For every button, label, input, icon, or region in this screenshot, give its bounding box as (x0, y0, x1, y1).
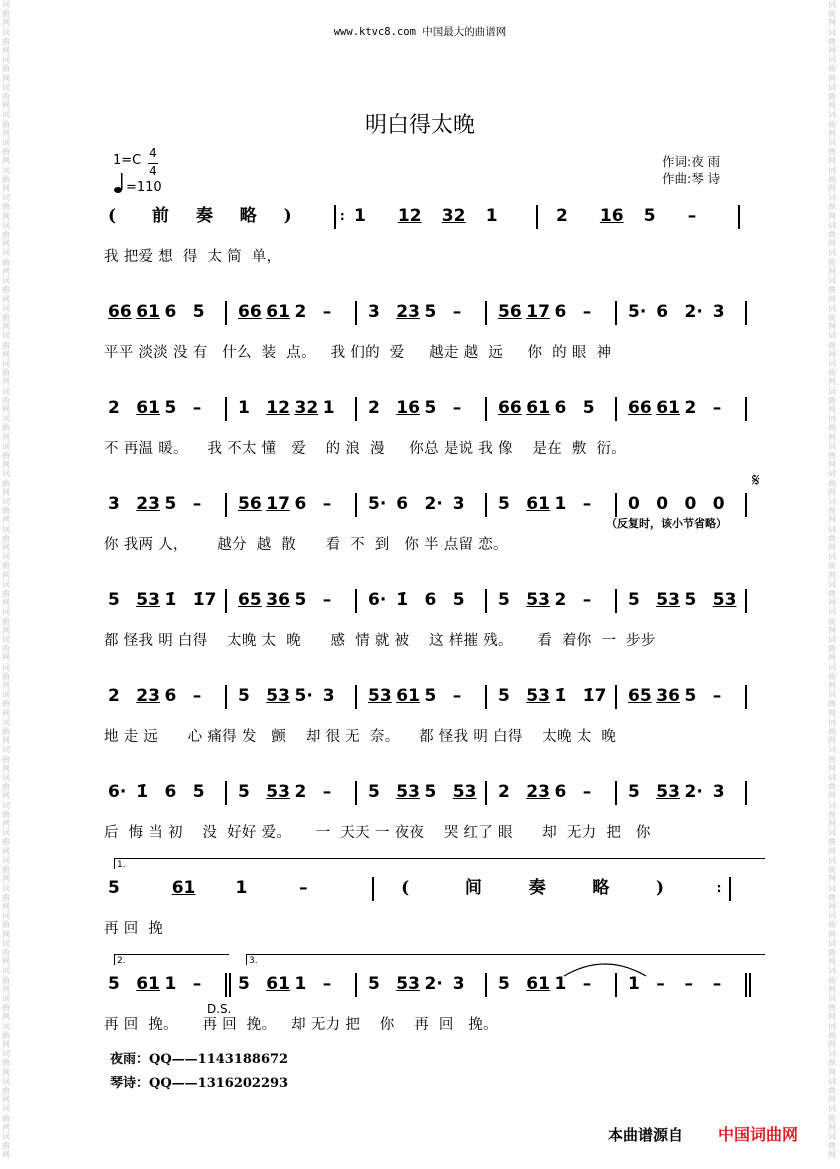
note: 3 (322, 686, 335, 706)
phrase-token: ( (108, 206, 117, 226)
note: 1 (353, 206, 366, 226)
phrase-token: ) (283, 206, 292, 226)
barline (485, 973, 487, 997)
note: 5 (684, 686, 697, 706)
watermark-right: 词曲网词曲网词曲网词曲网词曲网词曲网词曲网词曲网词曲网词曲网词曲网词曲网词曲网词曲网词曲网词曲网词曲网词曲网词曲网词曲网词曲网词曲网词曲网词曲网词曲网词曲网词曲网词曲网词曲网词曲网词曲网词曲网词曲网词曲网词曲网词曲网词曲网词曲网词曲网词曲网词曲网词曲网 (828, 0, 836, 1160)
note: – (582, 302, 592, 322)
note: 3 (712, 302, 725, 322)
barline (355, 493, 357, 517)
phrase-token: 略 (239, 206, 257, 226)
watermark-left: 词曲网词曲网词曲网词曲网词曲网词曲网词曲网词曲网词曲网词曲网词曲网词曲网词曲网词曲网词曲网词曲网词曲网词曲网词曲网词曲网词曲网词曲网词曲网词曲网词曲网词曲网词曲网词曲网词曲网词曲网词曲网词曲网词曲网词曲网词曲网词曲网词曲网词曲网词曲网词曲网词曲网词曲网 (2, 0, 10, 1160)
note: 3 (368, 302, 380, 322)
barline (225, 397, 227, 421)
note: 53 (526, 590, 550, 610)
meter-top: 4 (149, 146, 157, 160)
barline (615, 493, 617, 517)
tie-arc (560, 958, 650, 978)
note: 6· (108, 782, 127, 802)
note: 2 (108, 686, 120, 706)
note: 61 (136, 974, 160, 994)
note: 66 (108, 302, 132, 322)
note: 6 (294, 494, 307, 514)
note: 5 (424, 398, 437, 418)
note: 3 (452, 974, 465, 994)
note: 3 (108, 494, 120, 514)
footer-brand-link[interactable]: 中国词曲网 (718, 1125, 799, 1144)
note: – (712, 398, 722, 418)
volta-3-label: 3. (249, 956, 258, 966)
note: 23 (396, 302, 420, 322)
volta-1 (114, 858, 765, 869)
note: 5 (108, 878, 120, 898)
volta-2-label: 2. (117, 956, 126, 966)
note: 0 (656, 494, 669, 514)
barline (745, 589, 747, 613)
note: 53 (712, 590, 737, 610)
note: 2· (684, 302, 703, 322)
note: 6 (396, 494, 409, 514)
note: 5 (628, 590, 640, 610)
score-row (104, 393, 764, 423)
barline (615, 589, 617, 613)
note: 5 (192, 782, 205, 802)
note: 5 (108, 974, 120, 994)
note: 65 (628, 686, 652, 706)
note: 2· (424, 494, 443, 514)
note: 1̇ (396, 590, 409, 610)
note: – (582, 590, 592, 610)
barline (355, 781, 357, 805)
note: – (192, 686, 202, 706)
note: – (322, 494, 332, 514)
note: 1 (628, 974, 640, 994)
note: 3 (452, 494, 465, 514)
barline (745, 973, 747, 997)
note: 5· (368, 494, 387, 514)
barline (485, 685, 487, 709)
note: 5 (368, 782, 380, 802)
phrase-token: 间 (464, 878, 482, 898)
barline (745, 301, 747, 325)
note: 6· (368, 590, 387, 610)
note: 56 (498, 302, 522, 322)
phrase-token: 奏 (528, 878, 546, 898)
note: 6 (656, 302, 669, 322)
note: 5 (164, 398, 177, 418)
note: 1 (554, 974, 567, 994)
meter-bottom: 4 (149, 164, 157, 178)
quarter-note-icon (113, 172, 125, 194)
volta-1-label: 1. (117, 860, 126, 870)
barline (485, 493, 487, 517)
note: 2 (108, 398, 120, 418)
score-row (104, 777, 764, 807)
note: – (322, 590, 332, 610)
note: 16 (396, 398, 420, 418)
note: 17 (526, 302, 550, 322)
note: 16 (599, 206, 624, 226)
barline (745, 685, 747, 709)
note: 2 (498, 782, 510, 802)
note: 3 (712, 782, 725, 802)
note: 5 (452, 590, 465, 610)
note: 1̇ (136, 782, 149, 802)
note: 66 (238, 302, 262, 322)
note: 6 (164, 686, 177, 706)
note: 66 (498, 398, 522, 418)
note: 53 (136, 590, 160, 610)
note: 5 (628, 782, 640, 802)
score-row (104, 969, 764, 999)
volta-2 (114, 954, 229, 965)
note: 61 (526, 494, 550, 514)
note: – (684, 974, 694, 994)
note: 53 (656, 782, 680, 802)
lyric-line: 不 再温 暖。 我 不太 懂 爱 的 浪 漫 你总 是说 我 像 是在 敷 衍。 (104, 441, 627, 457)
barline (536, 205, 538, 229)
note: 56 (238, 494, 262, 514)
note: 61 (526, 398, 550, 418)
note: 5 (368, 974, 380, 994)
note: 61 (266, 302, 290, 322)
note: – (322, 302, 332, 322)
page-title: 明白得太晚 (364, 113, 475, 138)
lyric-line: 都 怪我 明 白得 太晚 太 晚 感 情 就 被 这 样摧 残。 看 着你 一 步步 (104, 633, 656, 649)
note: 2 (294, 782, 307, 802)
note: 5 (424, 782, 437, 802)
note: 2· (684, 782, 703, 802)
note: 23 (136, 494, 160, 514)
barline (334, 205, 336, 229)
note: 5 (498, 686, 510, 706)
note: 61 (656, 398, 680, 418)
note: 6 (164, 782, 177, 802)
barline (485, 301, 487, 325)
barline (745, 397, 747, 421)
dal-segno: D.S. (207, 1002, 232, 1016)
tempo: =110 (126, 180, 162, 195)
note: 6 (554, 302, 567, 322)
barline (615, 397, 617, 421)
note: – (192, 398, 202, 418)
barline (372, 877, 374, 901)
note: – (452, 398, 462, 418)
note: 65 (238, 590, 262, 610)
note: – (582, 782, 592, 802)
note: 5 (238, 974, 250, 994)
phrase-token: ( (401, 878, 410, 898)
note: 1 (164, 974, 177, 994)
phrase-token: 奏 (195, 206, 213, 226)
note: 6 (554, 782, 567, 802)
note: 1̇7 (582, 686, 607, 706)
note: 53 (526, 686, 550, 706)
barline (225, 301, 227, 325)
note: 5 (424, 302, 437, 322)
note: 53 (656, 590, 680, 610)
score-row (104, 873, 764, 903)
barline (225, 685, 227, 709)
note: 5 (424, 686, 437, 706)
note: 5 (238, 782, 250, 802)
note: 2 (294, 302, 307, 322)
note: 1 (238, 398, 250, 418)
barline (615, 781, 617, 805)
note: – (656, 974, 665, 994)
segno-icon: 𝄋 (752, 470, 760, 491)
note: 1 (294, 974, 307, 994)
lyric-line: 再 回 挽 (104, 921, 164, 937)
barline (615, 301, 617, 325)
note: 61 (396, 686, 420, 706)
note: 5 (192, 302, 205, 322)
phrase-token: 略 (592, 878, 610, 898)
repeat-note: （反复时，该小节省略） (606, 517, 727, 530)
barline (355, 589, 357, 613)
note: 53 (396, 974, 420, 994)
barline (615, 685, 617, 709)
barline (485, 589, 487, 613)
site-header[interactable]: www.ktvc8.com 中国最大的曲谱网 (333, 26, 507, 38)
barline (355, 685, 357, 709)
note: 5 (294, 590, 307, 610)
contact-yeyu: 夜雨：QQ——1143188672 (110, 1052, 289, 1067)
barline (485, 781, 487, 805)
note: 53 (368, 686, 392, 706)
barline (355, 397, 357, 421)
note: 53 (452, 782, 477, 802)
note: 5 (643, 206, 656, 226)
score-row (104, 585, 764, 615)
note: – (712, 686, 722, 706)
note: 2 (684, 398, 697, 418)
key-signature: 1=C (113, 153, 142, 168)
note: – (582, 494, 592, 514)
note: 5 (164, 494, 177, 514)
note: – (322, 974, 332, 994)
note: 23 (136, 686, 160, 706)
barline (729, 877, 731, 901)
note: 2 (554, 590, 567, 610)
note: 36 (656, 686, 680, 706)
note: 12 (397, 206, 422, 226)
note: – (322, 782, 332, 802)
barline (225, 781, 227, 805)
note: 5· (628, 302, 647, 322)
repeat-dots: : (339, 209, 345, 223)
lyric-line: 再 回 挽。 再 回 挽。 却 无力 把 你 再 回 挽。 (104, 1017, 498, 1033)
contact-qinshi: 琴诗：QQ——1316202293 (110, 1076, 289, 1091)
composer-credit: 作曲:琴 诗 (662, 171, 721, 186)
note: 5 (108, 590, 120, 610)
score-row (104, 681, 764, 711)
note: 5 (582, 398, 595, 418)
barline (225, 973, 227, 997)
phrase-token: ) (656, 878, 665, 898)
note: – (712, 974, 722, 994)
note: 1 (554, 494, 567, 514)
barline (745, 493, 747, 517)
note: 1̇7 (192, 590, 217, 610)
note: 32 (441, 206, 466, 226)
note: 1 (322, 398, 335, 418)
note: 61 (526, 974, 550, 994)
note: 17 (266, 494, 290, 514)
barline (225, 589, 227, 613)
lyric-line: 你 我两 人， 越分 越 散 看 不 到 你 半 点留 恋。 (104, 537, 508, 553)
note: 32 (294, 398, 319, 418)
note: 0 (684, 494, 697, 514)
note: 1 (485, 206, 498, 226)
note: 0 (628, 494, 640, 514)
lyric-line: 我 把爱 想 得 太 简 单， (104, 249, 282, 265)
lyricist-credit: 作词:夜 雨 (662, 154, 721, 169)
note: 1̇ (554, 686, 567, 706)
note: – (582, 974, 592, 994)
barline (485, 397, 487, 421)
barline (745, 781, 747, 805)
note: 0 (712, 494, 725, 514)
note: 53 (266, 782, 290, 802)
note: 1̇ (164, 590, 177, 610)
note: 61 (171, 878, 196, 898)
note: 5 (498, 590, 510, 610)
note: – (452, 302, 462, 322)
note: – (299, 878, 308, 898)
repeat-dots: : (716, 881, 722, 895)
lyric-line: 地 走 远 心 痛得 发 颤 却 很 无 奈。 都 怪我 明 白得 太晚 太 晚 (104, 729, 617, 745)
note: 2 (555, 206, 568, 226)
note: 5· (294, 686, 313, 706)
note: 61 (136, 302, 160, 322)
note: 5 (238, 686, 250, 706)
barline (738, 205, 740, 229)
note: – (192, 974, 202, 994)
note: 61 (266, 974, 290, 994)
note: – (687, 206, 697, 226)
note: 66 (628, 398, 652, 418)
note: 23 (526, 782, 550, 802)
note: – (452, 686, 462, 706)
note: 12 (266, 398, 290, 418)
note: 6 (164, 302, 177, 322)
note: – (192, 494, 202, 514)
lyric-line: 平平 淡淡 没 有 什么 装 点。 我 们的 爱 越走 越 远 你 的 眼 神 (104, 345, 612, 361)
note: 6 (554, 398, 567, 418)
note: 2 (368, 398, 380, 418)
volta-3 (246, 954, 765, 965)
note: 53 (266, 686, 290, 706)
note: 53 (396, 782, 420, 802)
phrase-token: 前 (151, 206, 169, 226)
note: 61 (136, 398, 160, 418)
score-row (104, 297, 764, 327)
footer-source-label: 本曲谱源自 (608, 1126, 684, 1144)
note: 5 (498, 974, 510, 994)
note: 1 (235, 878, 248, 898)
barline (355, 301, 357, 325)
barline (355, 973, 357, 997)
note: 2· (424, 974, 443, 994)
note: 5 (684, 590, 697, 610)
note: 6 (424, 590, 437, 610)
barline (225, 493, 227, 517)
note: 5 (498, 494, 510, 514)
score-row (104, 201, 764, 231)
note: 36 (266, 590, 290, 610)
lyric-line: 后 悔 当 初 没 好好 爱。 一 天天 一 夜夜 哭 红了 眼 却 无力 把 你 (104, 825, 651, 841)
